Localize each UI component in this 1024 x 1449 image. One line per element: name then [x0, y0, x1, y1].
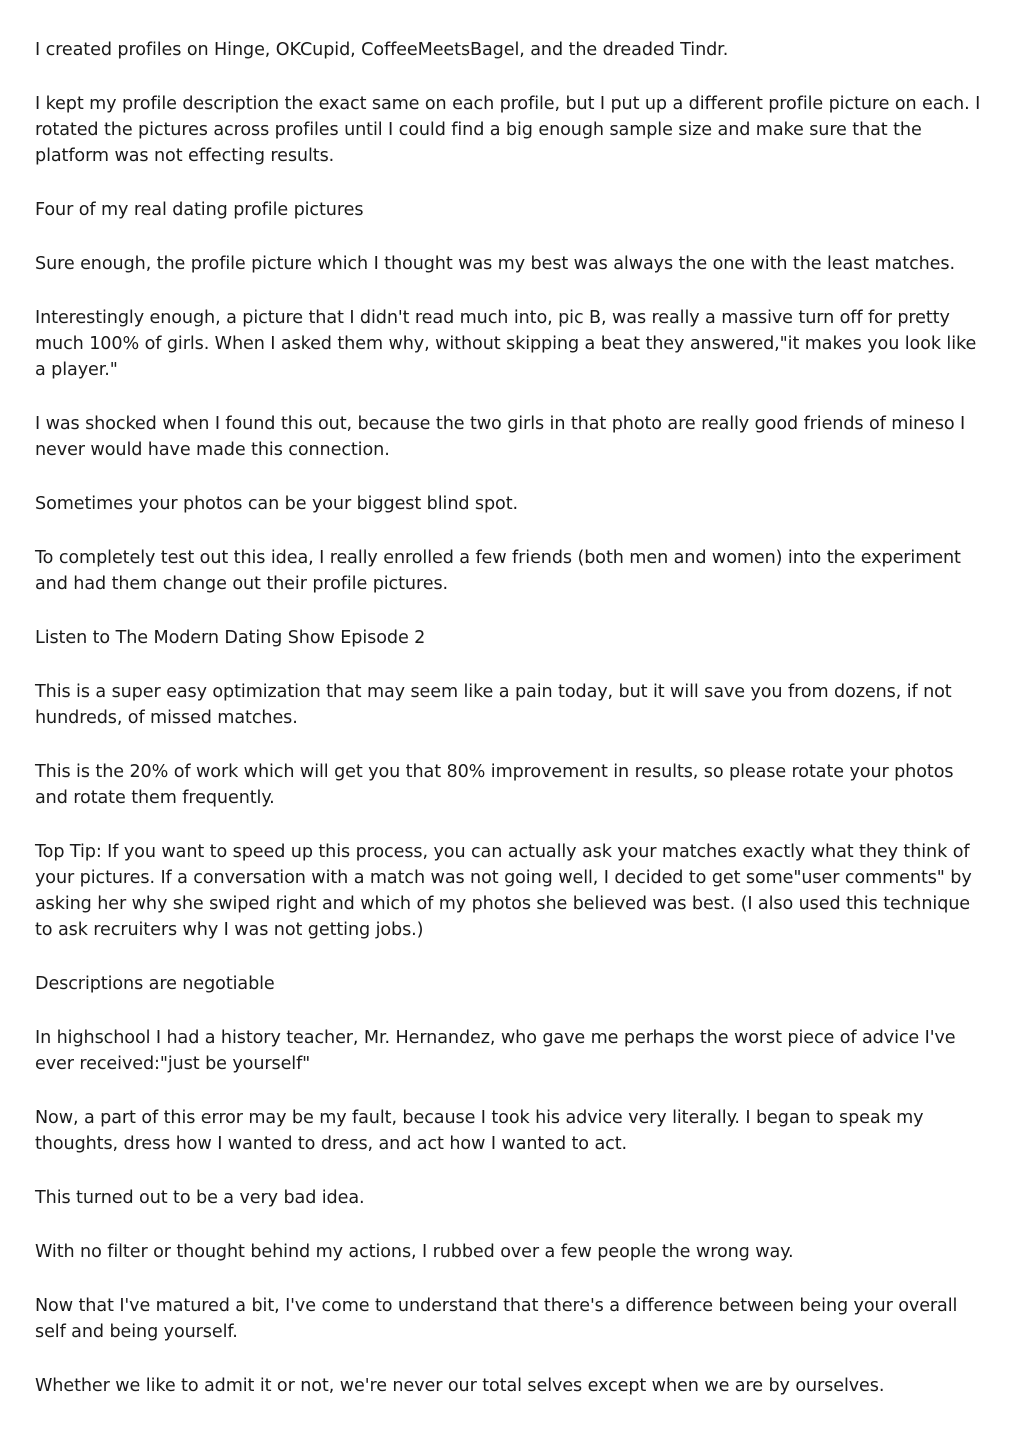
paragraph-matured: Now that I've matured a bit, I've come to understand that there's a difference between being your overall self and being yourself. [35, 1296, 958, 1342]
paragraph-shocked: I was shocked when I found this out, because the two girls in that photo are really good friends of mineso I never would have made this connection. [35, 414, 966, 460]
paragraph-easy-optimization: This is a super easy optimization that may seem like a pain today, but it will save you from dozens, if not hundreds, of missed matches. [35, 682, 952, 728]
paragraph-descriptions-heading: Descriptions are negotiable [35, 974, 275, 994]
paragraph-bad-idea: This turned out to be a very bad idea. [35, 1188, 365, 1208]
paragraph-image-caption: Four of my real dating profile pictures [35, 200, 364, 220]
paragraph-total-selves: Whether we like to admit it or not, we're never our total selves except when we are by ourselves. [35, 1376, 885, 1396]
paragraph-least-matches: Sure enough, the profile picture which I thought was my best was always the one with the least matches. [35, 254, 955, 274]
paragraph-listen-show: Listen to The Modern Dating Show Episode 2 [35, 628, 426, 648]
paragraph-profiles-created: I created profiles on Hinge, OKCupid, CoffeeMeetsBagel, and the dreaded Tindr. [35, 40, 729, 60]
paragraph-blind-spot: Sometimes your photos can be your biggest blind spot. [35, 494, 519, 514]
paragraph-my-fault: Now, a part of this error may be my fault, because I took his advice very literally. I began to speak my thoughts, dress how I wanted to dress, and act how I wanted to act. [35, 1108, 924, 1154]
paragraph-top-tip: Top Tip: If you want to speed up this process, you can actually ask your matches exactly what they think of your pictures. If a conversation with a match was not going well, I decided to get some"user comments" by asking her why she swiped right and which of my photos she believed was best. (I also used this technique to ask recruiters why I was not getting jobs.) [35, 842, 972, 940]
paragraph-twenty-percent: This is the 20% of work which will get you that 80% improvement in results, so please rotate your photos and rotate them frequently. [35, 762, 954, 808]
paragraph-profile-description: I kept my profile description the exact same on each profile, but I put up a different profile picture on each. I rotated the pictures across profiles until I could find a big enough sample size and make sure that the platform was not effecting results. [35, 94, 981, 166]
paragraph-pic-b: Interestingly enough, a picture that I didn't read much into, pic B, was really a massive turn off for pretty much 100% of girls. When I asked them why, without skipping a beat they answered,"it makes you look like a player." [35, 308, 977, 380]
paragraph-test-idea: To completely test out this idea, I really enrolled a few friends (both men and women) into the experiment and had them change out their profile pictures. [35, 548, 961, 594]
paragraph-no-filter: With no filter or thought behind my actions, I rubbed over a few people the wrong way. [35, 1242, 794, 1262]
paragraph-history-teacher: In highschool I had a history teacher, Mr. Hernandez, who gave me perhaps the worst piece of advice I've ever received:"just be yourself" [35, 1028, 956, 1074]
